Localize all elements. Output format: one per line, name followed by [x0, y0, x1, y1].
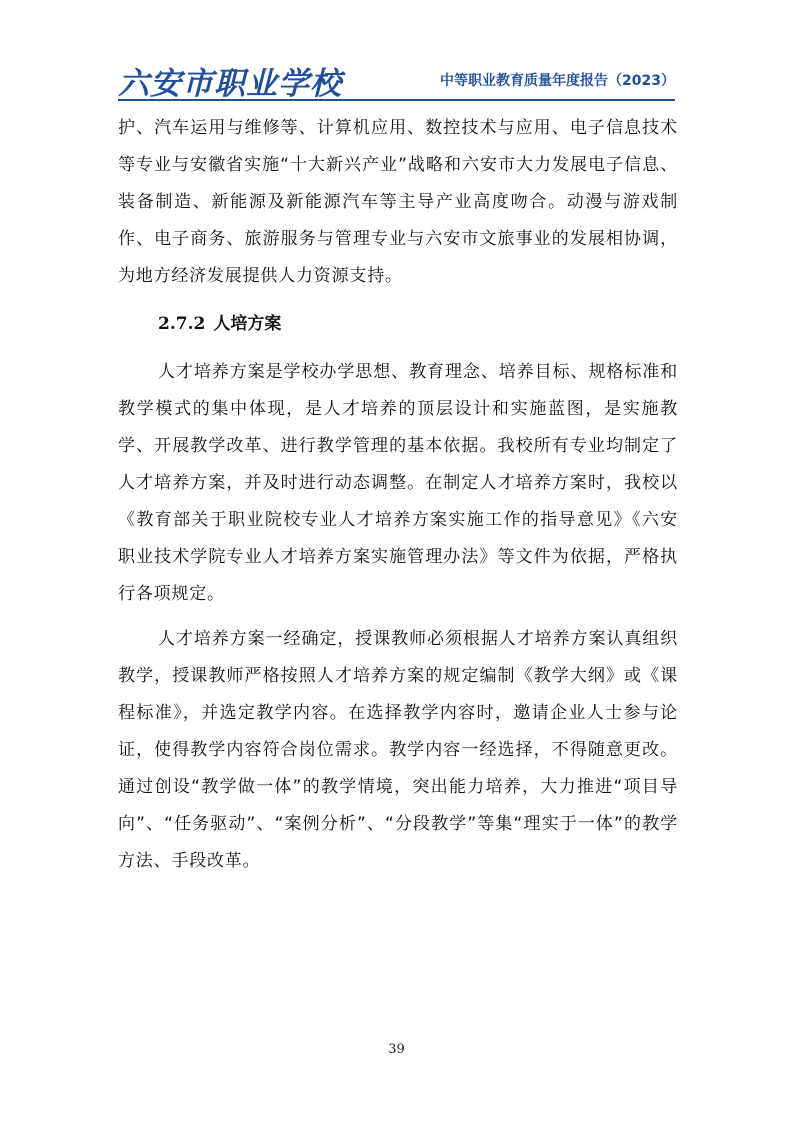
paragraph-continued: 护、汽车运用与维修等、计算机应用、数控技术与应用、电子信息技术等专业与安徽省实施“十大新兴产业”战略和六安市大力发展电子信息、装备制造、新能源及新能源汽车等主导产业高度吻合。动漫与游戏制作、电子商务、旅游服务与管理专业与六安市文旅事业的发展相协调，为地方经济发展提供人力资源支持。	[118, 118, 678, 286]
paragraph-teaching: 人才培养方案一经确定，授课教师必须根据人才培养方案认真组织教学，授课教师严格按照人才培养方案的规定编制《教学大纲》或《课程标准》，并选定教学内容。在选择教学内容时，邀请企业人士参与论证，使得教学内容符合岗位需求。教学内容一经选择，不得随意更改。通过创设“教学做一体”的教学情境，突出能力培养，大力推进“项目导向”、“任务驱动”、“案例分析”、“分段教学”等集“理实于一体”的教学方法、手段改革。	[118, 629, 678, 871]
section-heading	[158, 306, 678, 343]
header-divider	[118, 99, 675, 101]
section-number: 2.7.2	[158, 314, 206, 334]
school-logo: 六安市职业学校	[118, 66, 342, 102]
report-title: 中等职业教育质量年度报告（2023）	[440, 73, 675, 89]
paragraph-gap	[118, 613, 678, 621]
page-number: 39	[388, 1042, 405, 1057]
section-title: 人培方案	[213, 314, 282, 334]
page-header	[118, 58, 675, 102]
paragraph-training-plan: 人才培养方案是学校办学思想、教育理念、培养目标、规格标准和教学模式的集中体现，是人才培养的顶层设计和实施蓝图，是实施教学、开展教学改革、进行教学管理的基本依据。我校所有专业均制定了人才培养方案，并及时进行动态调整。在制定人才培养方案时，我校以《教育部关于职业院校专业人才培养方案实施工作的指导意见》《六安职业技术学院专业人才培养方案实施管理办法》等文件为依据，严格执行各项规定。	[118, 362, 678, 604]
page-body	[118, 110, 678, 880]
